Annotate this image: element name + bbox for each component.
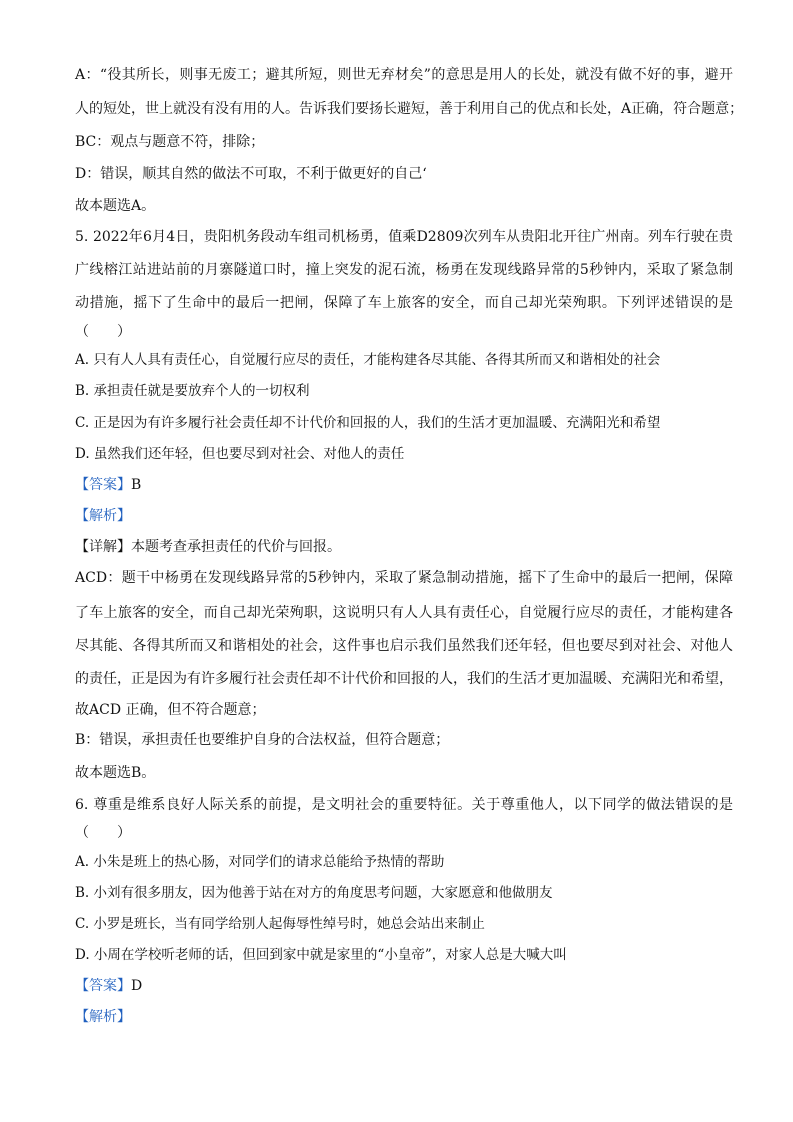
- q5-option-c: C. 正是因为有许多履行社会责任却不计代价和回报的人，我们的生活才更加温暖、充满阳光和希望: [75, 415, 661, 431]
- q5-stem-line: （ ）: [75, 324, 131, 340]
- q6-answer: [75, 976, 733, 996]
- q5-answer: [75, 475, 733, 495]
- q5-explanation-line: 的责任，正是因为有许多履行社会责任却不计代价和回报的人，我们的生活才更加温暖、充满阳光和希望，: [75, 671, 733, 687]
- prev-analysis-line: BC：观点与题意不符，排除；: [75, 134, 265, 150]
- q5-explanation-line: B：错误，承担责任也要维护自身的合法权益，但符合题意；: [75, 732, 450, 748]
- q5-explanation-line: 故本题选B。: [75, 765, 156, 781]
- q5-option-d: D. 虽然我们还年轻，但也要尽到对社会、对他人的责任: [75, 446, 405, 462]
- q5-detail: [75, 537, 733, 557]
- q5-explanation-line: 故ACD 正确，但不符合题意；: [75, 702, 266, 718]
- q5-option-b: B. 承担责任就是要放弃个人的一切权利: [75, 383, 310, 399]
- q5-stem-line: 5. 2022年6月4日，贵阳机务段动车组司机杨勇，值乘D2809次列车从贵阳北开往广州南。列车行驶在贵: [75, 229, 733, 245]
- q6-stem-line: 6. 尊重是维系良好人际关系的前提，是文明社会的重要特征。关于尊重他人，以下同学的做法错误的是: [75, 797, 733, 813]
- q5-explanation-line: ACD：题干中杨勇在发现线路异常的5秒钟内，采取了紧急制动措施，摇下了生命中的最后一把闸，保障: [75, 570, 733, 586]
- prev-analysis-line: A：“役其所长，则事无废工；避其所短，则世无弃材矣”的意思是用人的长处，就没有做不好的事，避开: [75, 67, 733, 83]
- answer-value: D: [131, 978, 143, 994]
- answer-tag: 【答案】: [75, 978, 131, 994]
- analysis-tag: 【解析】: [75, 508, 131, 524]
- detail-tag: 【详解】: [75, 539, 131, 555]
- q6-option-c: C. 小罗是班长，当有同学给别人起侮辱性绰号时，她总会站出来制止: [75, 916, 485, 932]
- q5-explanation-line: 了车上旅客的安全，而自己却光荣殉职，这说明只有人人具有责任心，自觉履行应尽的责任，才能构建各: [75, 605, 733, 621]
- q6-option-d: D. 小周在学校听老师的话，但回到家中就是家里的“小皇帝”，对家人总是大喊大叫: [75, 947, 567, 963]
- q5-option-a: A. 只有人人具有责任心，自觉履行应尽的责任，才能构建各尽其能、各得其所而又和谐相处的社会: [75, 352, 661, 368]
- q6-analysis-tag: [75, 1007, 733, 1027]
- analysis-tag: 【解析】: [75, 1009, 131, 1025]
- q5-stem-line: 动措施，摇下了生命中的最后一把闸，保障了车上旅客的安全，而自己却光荣殉职。下列评述错误的是: [75, 295, 733, 311]
- answer-value: B: [131, 477, 142, 493]
- q6-stem-line: （ ）: [75, 825, 131, 841]
- prev-analysis-line: D：错误，顺其自然的做法不可取，不利于做更好的自己‘: [75, 166, 427, 182]
- q6-option-b: B. 小刘有很多朋友，因为他善于站在对方的角度思考问题，大家愿意和他做朋友: [75, 885, 553, 901]
- q5-analysis-tag: [75, 506, 733, 526]
- prev-analysis-line: 人的短处，世上就没有没有用的人。告诉我们要扬长避短，善于利用自己的优点和长处，A正确，符合题意；: [75, 101, 744, 117]
- prev-analysis-line: 故本题选A。: [75, 198, 156, 214]
- q5-stem-line: 广线榕江站进站前的月寨隧道口时，撞上突发的泥石流，杨勇在发现线路异常的5秒钟内，采取了紧急制: [75, 262, 733, 278]
- detail-text: 本题考查承担责任的代价与回报。: [131, 539, 341, 555]
- q5-explanation-line: 尽其能、各得其所而又和谐相处的社会，这件事也启示我们虽然我们还年轻，但也要尽到对社会、对他人: [75, 638, 733, 654]
- answer-tag: 【答案】: [75, 477, 131, 493]
- q6-option-a: A. 小朱是班上的热心肠，对同学们的请求总能给予热情的帮助: [75, 854, 445, 870]
